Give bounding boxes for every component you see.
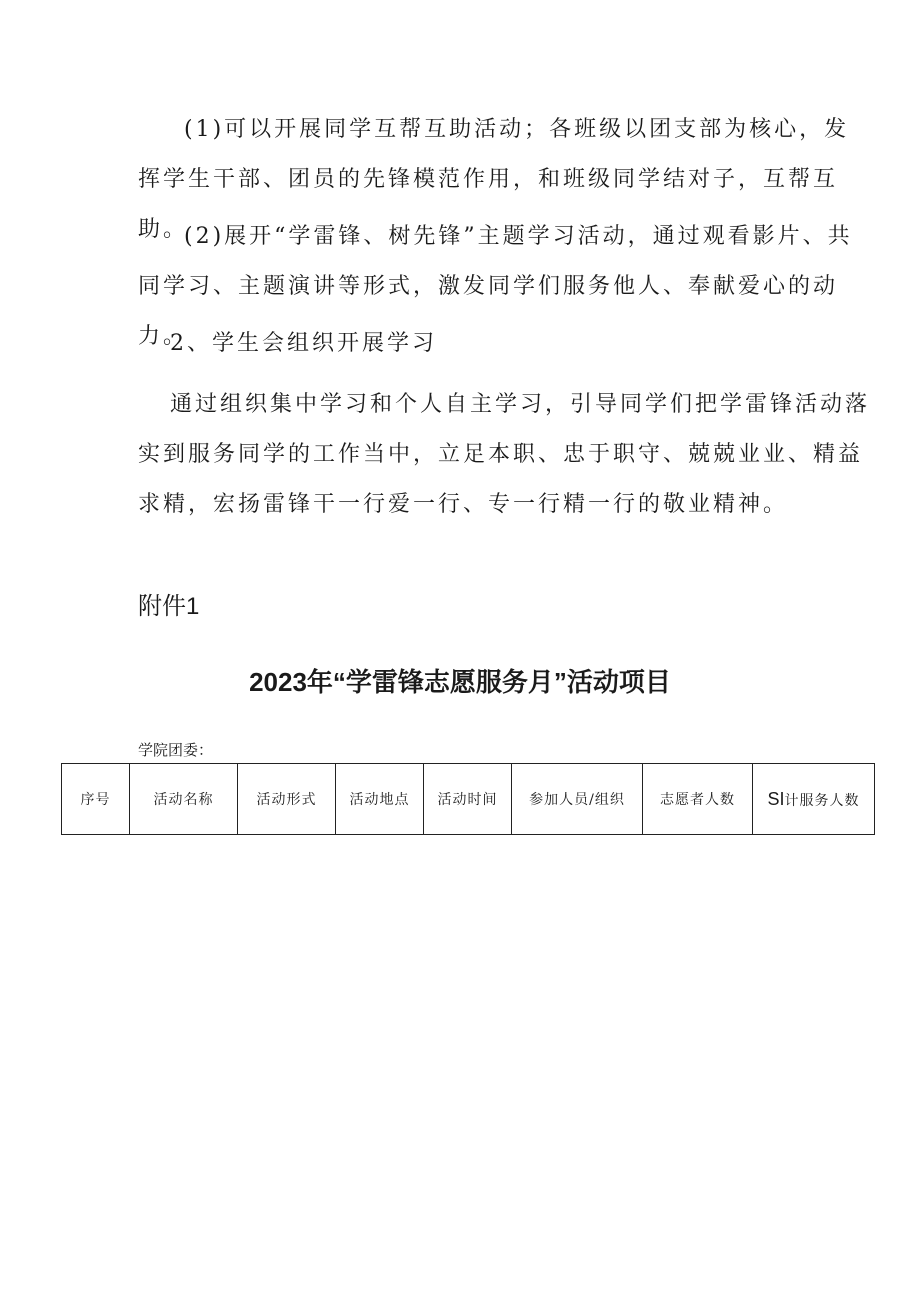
header-cell-service-count-rest: 计服务人数 [784, 792, 860, 809]
header-cell-activity-form: 活动形式 [238, 764, 336, 835]
header-cell-activity-location: 活动地点 [336, 764, 424, 835]
org-label: 学院团委： [138, 743, 214, 759]
table-header-row [62, 764, 875, 835]
page-title: 2023年“学雷锋志愿服务月”活动项目 [249, 667, 671, 697]
attachment-label: 附件1 [138, 593, 200, 620]
paragraph-study-organization: 通过组织集中学习和个人自主学习，引导同学们把学雷锋活动落实到服务同学的工作当中，立足本职、忠于职守、兢兢业业、精益求精，宏扬雷锋干一行爱一行、专一行精一行的敬业精神。 [138, 392, 871, 517]
section-heading-student-union: 2、学生会组织开展学习 [170, 331, 437, 356]
header-cell-index: 序号 [62, 764, 130, 835]
header-cell-volunteer-count: 志愿者人数 [643, 764, 753, 835]
paragraph-theme-study: (2)展开“学雷锋、树先锋”主题学习活动，通过观看影片、共同学习、主题演讲等形式，激发同学们服务他人、奉献爱心的动力。 [138, 224, 853, 349]
header-cell-service-count [753, 764, 875, 835]
header-cell-service-count-prefix: SI [767, 788, 785, 809]
header-cell-participants: 参加人员/组织 [512, 764, 643, 835]
activity-table [61, 763, 875, 835]
header-cell-activity-time: 活动时间 [424, 764, 512, 835]
header-cell-activity-name: 活动名称 [130, 764, 238, 835]
paragraph-mutual-help: (1)可以开展同学互帮互助活动；各班级以团支部为核心，发挥学生干部、团员的先锋模范作用，和班级同学结对子，互帮互助。 [138, 117, 850, 242]
